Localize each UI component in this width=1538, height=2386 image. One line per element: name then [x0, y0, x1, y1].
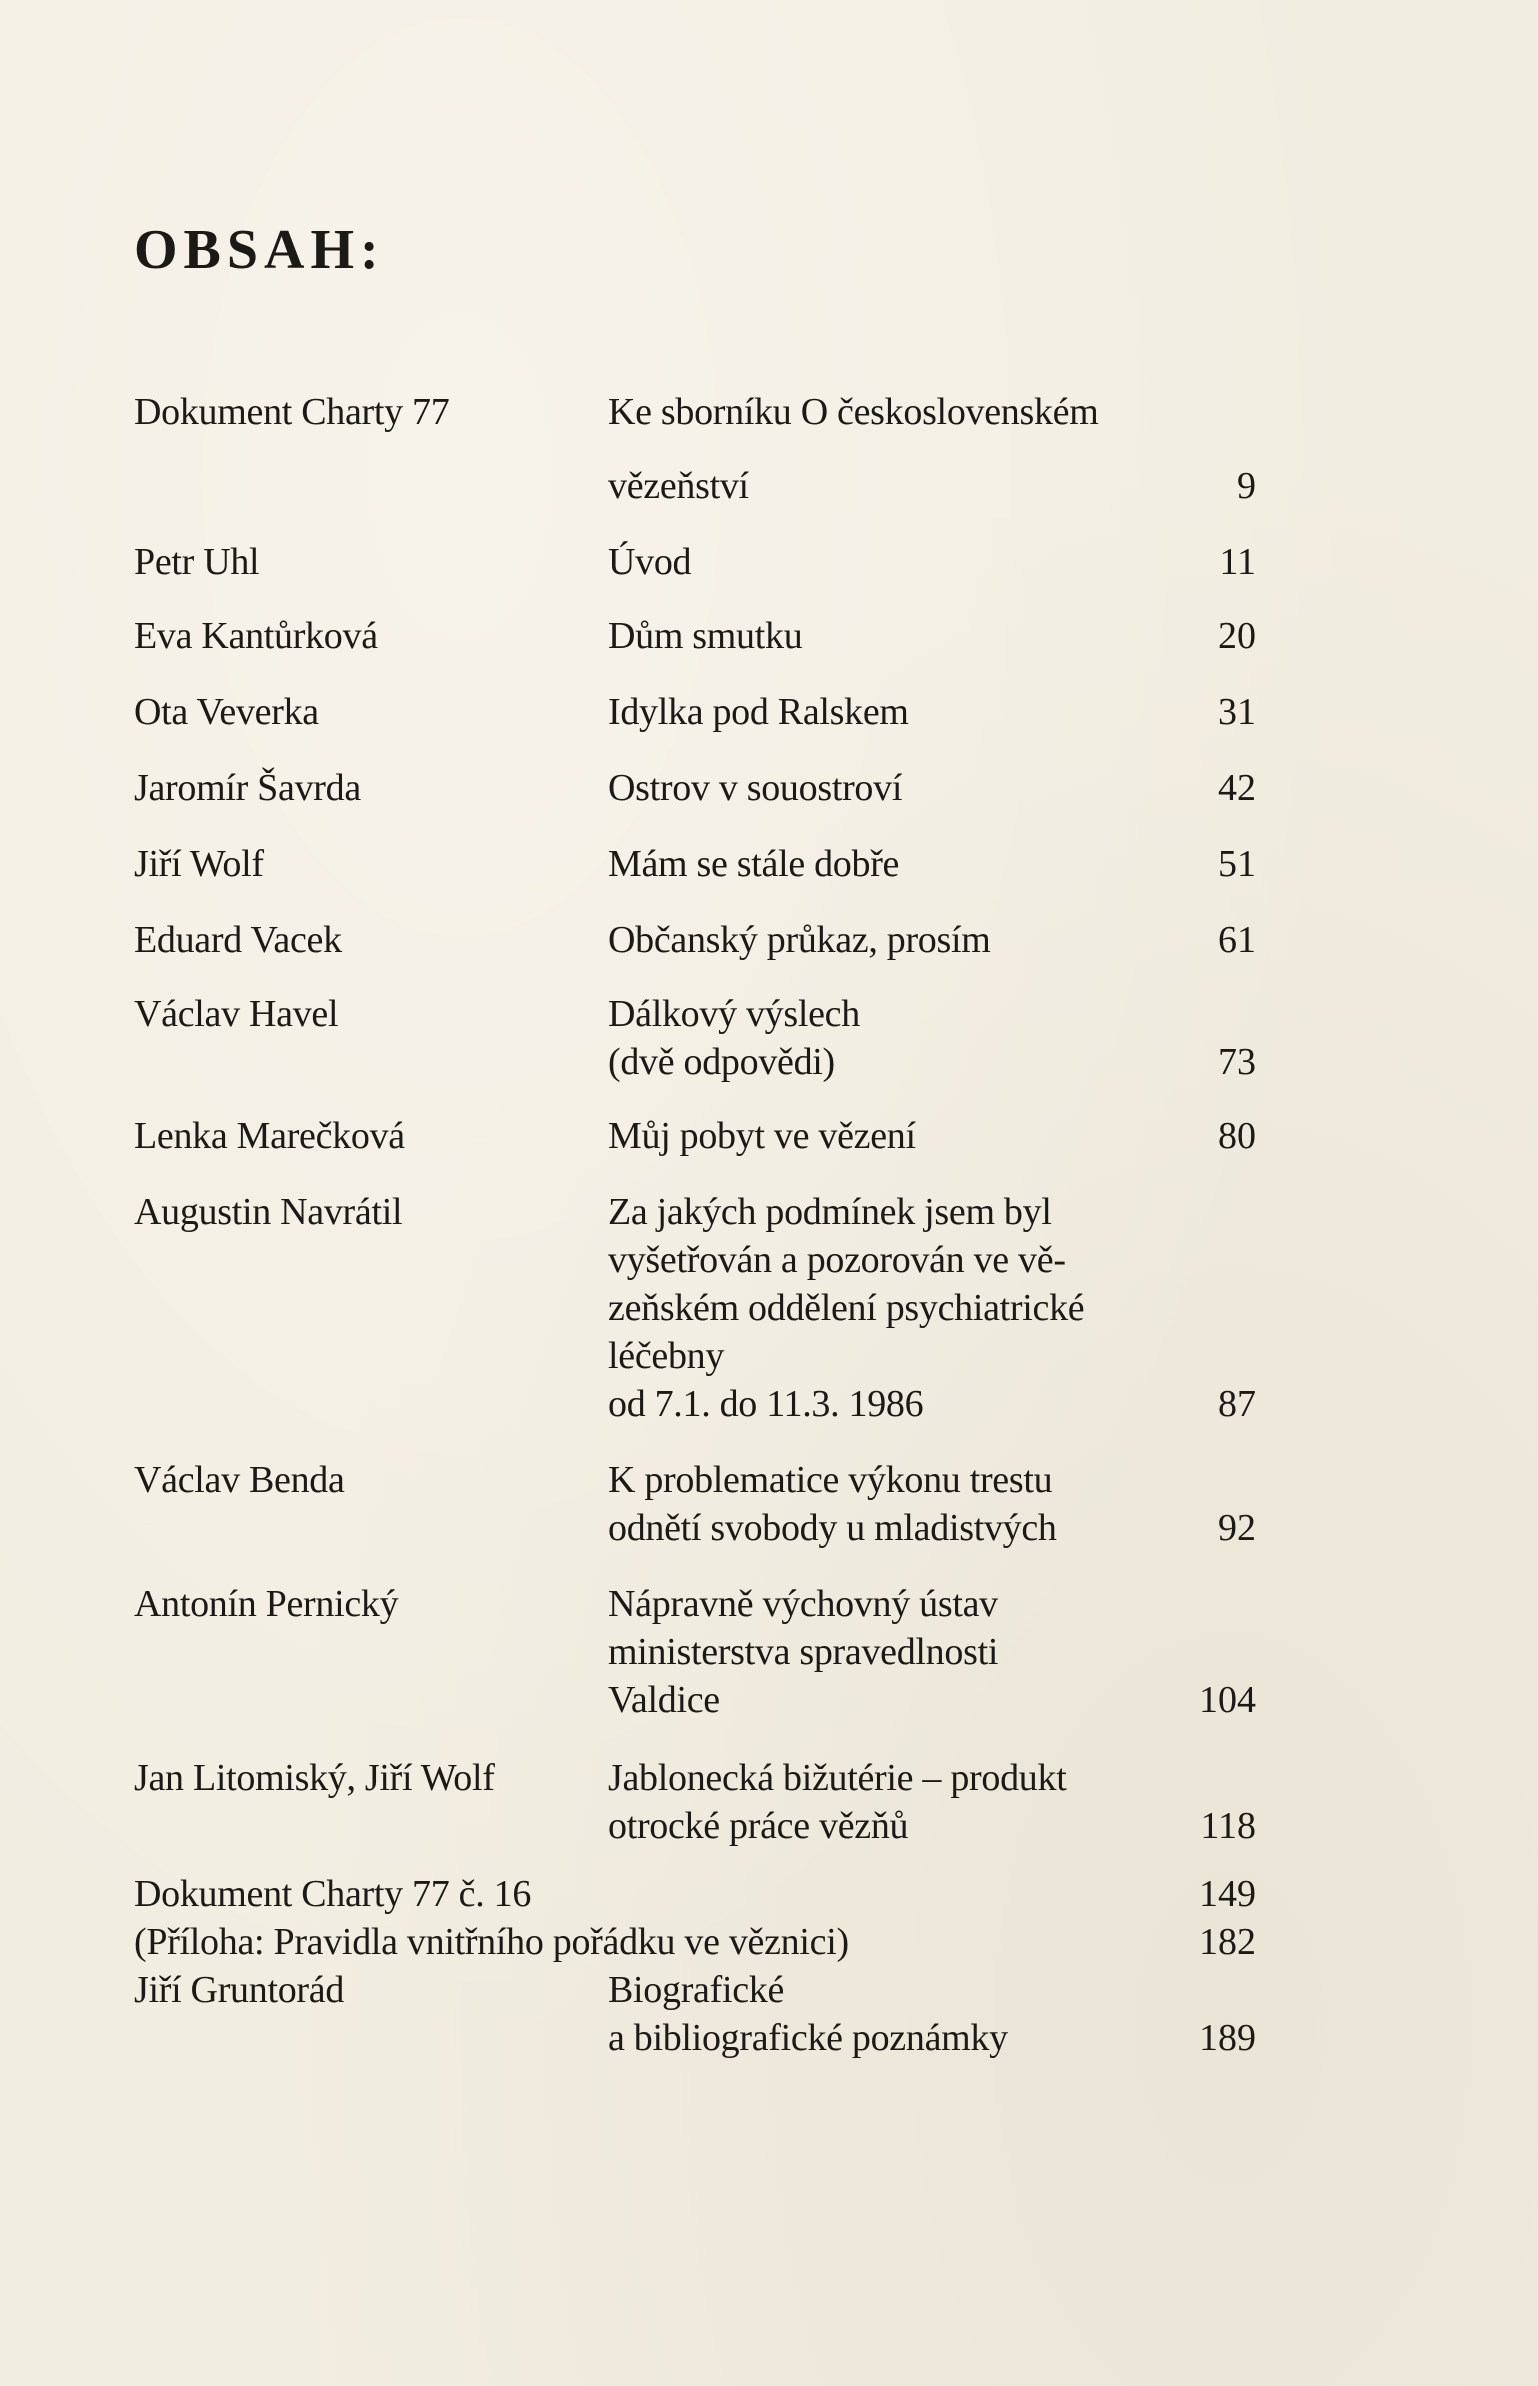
toc-author: Augustin Navrátil [134, 1191, 403, 1233]
toc-full-line: (Příloha: Pravidla vnitřního pořádku ve věznici) [134, 1921, 849, 1963]
toc-title [608, 840, 899, 888]
toc-author: Petr Uhl [134, 541, 260, 583]
toc-author: Lenka Marečková [134, 1115, 405, 1157]
toc-page-number: 80 [1218, 1115, 1256, 1157]
toc-page-number: 51 [1218, 843, 1256, 885]
toc-title [608, 1966, 1008, 2062]
toc-title [608, 1456, 1057, 1552]
toc-title-line: Mám se stále dobře [608, 843, 900, 885]
toc-author: Eva Kantůrková [134, 615, 378, 657]
toc-title-line: Za jakých podmínek jsem byl [608, 1191, 1052, 1233]
toc-author: Václav Benda [134, 1459, 345, 1501]
toc-title [608, 1188, 1084, 1428]
toc-title-line: a bibliografické poznámky [608, 2017, 1008, 2059]
toc-page-number: 118 [1200, 1805, 1256, 1847]
toc-title [608, 538, 691, 586]
toc-author: Jan Litomiský, Jiří Wolf [134, 1757, 495, 1799]
toc-title-line: Občanský průkaz, prosím [608, 919, 991, 961]
toc-page-number: 87 [1218, 1383, 1256, 1425]
toc-page-number: 61 [1218, 919, 1256, 961]
toc-title [608, 1580, 998, 1724]
toc-full-line: Dokument Charty 77 č. 16 [134, 1873, 532, 1915]
toc-title-line: Nápravně výchovný ústav [608, 1583, 998, 1625]
toc-page-number: 189 [1199, 2017, 1256, 2059]
toc-page-number: 92 [1218, 1507, 1256, 1549]
toc-page-number: 182 [1199, 1921, 1256, 1963]
toc-title-line: Biografické [608, 1969, 785, 2011]
toc-title [608, 1754, 1066, 1850]
toc-author: Jiří Gruntorád [134, 1969, 345, 2011]
toc-title-line: Valdice [608, 1679, 720, 1721]
toc-title [608, 688, 909, 736]
toc-title-line: Dálkový výslech [608, 993, 860, 1035]
toc-title-line: (dvě odpovědi) [608, 1041, 835, 1083]
toc-title-line: Idylka pod Ralskem [608, 691, 909, 733]
toc-title-line: Úvod [608, 541, 692, 583]
toc-title-line: Ke sborníku O československém [608, 391, 1099, 433]
toc-author: Ota Veverka [134, 691, 319, 733]
toc-author: Jaromír Šavrda [134, 767, 361, 809]
toc-title-line: odnětí svobody u mladistvých [608, 1507, 1057, 1549]
toc-page-number: 9 [1237, 465, 1256, 507]
toc-title-line: ministerstva spravedlnosti [608, 1631, 999, 1673]
toc-page-number: 149 [1199, 1873, 1256, 1915]
toc-title-line: otrocké práce vězňů [608, 1805, 909, 1847]
toc-title-line: Jablonecká bižutérie – produkt [608, 1757, 1067, 1799]
toc-title [608, 612, 802, 660]
toc-title-line: léčebny [608, 1335, 725, 1377]
toc-title-line: Dům smutku [608, 615, 803, 657]
toc-page-number: 104 [1199, 1679, 1256, 1721]
toc-page-number: 31 [1218, 691, 1256, 733]
toc-author: Antonín Pernický [134, 1583, 399, 1625]
toc-title [608, 388, 1099, 510]
toc-author: Václav Havel [134, 993, 339, 1035]
page-title: OBSAH: [134, 219, 385, 281]
toc-title [608, 916, 991, 964]
toc-title-line: Ostrov v souostroví [608, 767, 903, 809]
toc-author: Dokument Charty 77 [134, 391, 450, 433]
toc-title [608, 764, 902, 812]
toc-title-line: Můj pobyt ve vězení [608, 1115, 916, 1157]
toc-title-line: vězeňství [608, 465, 749, 507]
toc-author: Jiří Wolf [134, 843, 264, 885]
toc-title-line: od 7.1. do 11.3. 1986 [608, 1383, 924, 1425]
toc-title-line: zeňském oddělení psychiatrické [608, 1287, 1085, 1329]
toc-page-number: 20 [1218, 615, 1256, 657]
toc-page-number: 42 [1218, 767, 1256, 809]
toc-title-line: K problematice výkonu trestu [608, 1459, 1053, 1501]
toc-page-number: 11 [1219, 541, 1256, 583]
toc-author: Eduard Vacek [134, 919, 342, 961]
toc-title [608, 990, 860, 1086]
toc-page-number: 73 [1218, 1041, 1256, 1083]
toc-title [608, 1112, 916, 1160]
toc-title-line: vyšetřován a pozorován ve vě- [608, 1239, 1066, 1281]
